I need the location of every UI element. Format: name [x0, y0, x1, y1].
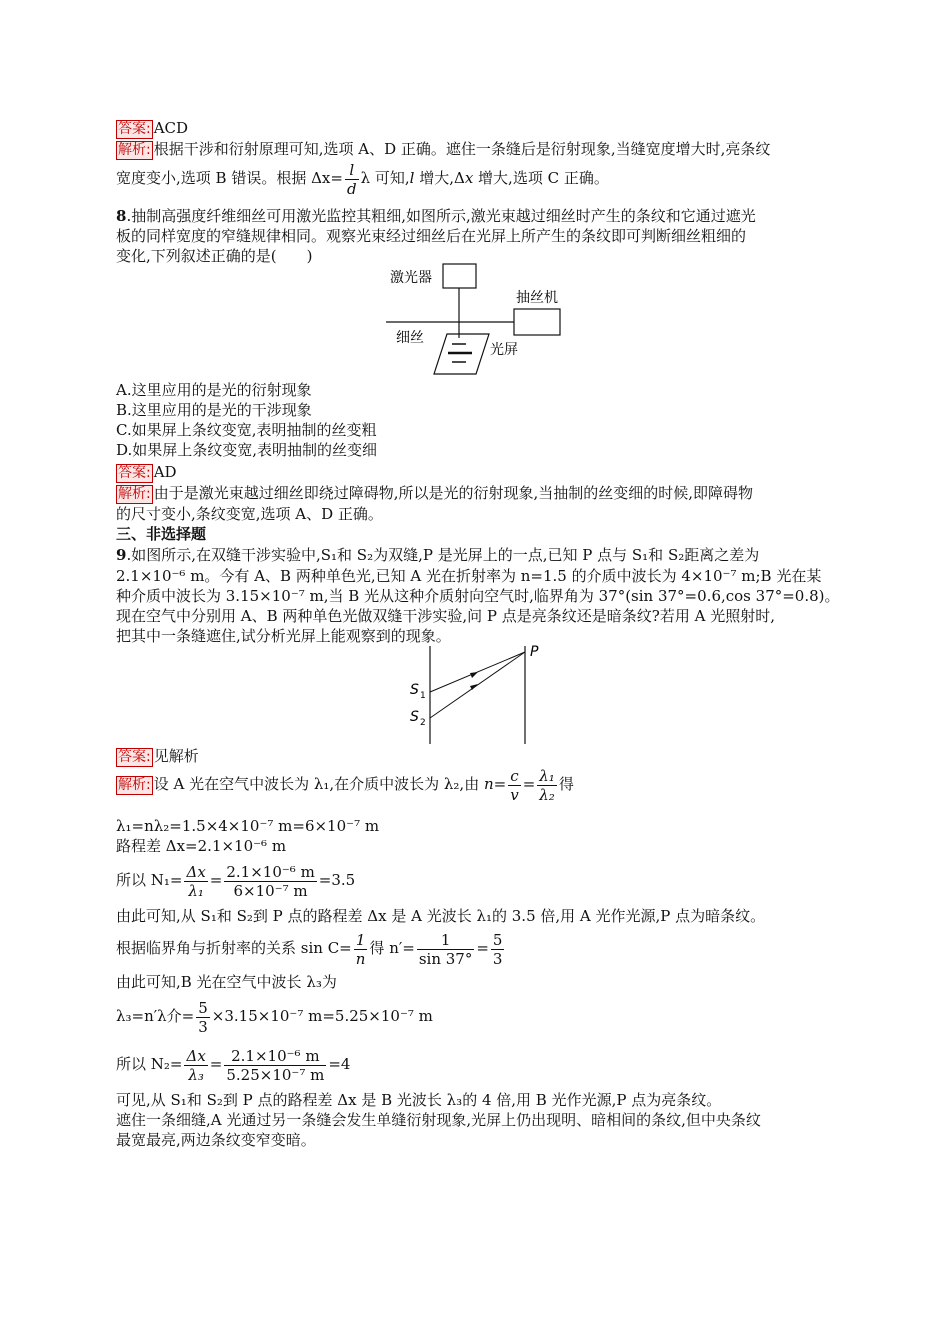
screen-label: 光屏: [490, 342, 518, 358]
q7-analysis-line-1: 解析: 根据干涉和衍射原理可知,选项 A、D 正确。遮住一条缝后是衍射现象,当缝宽度增大时,亮条纹: [118, 140, 771, 158]
q9-stem-line-1: 9.如图所示,在双缝干涉实验中,S₁和 S₂为双缝,P 是光屏上的一点,已知 P 点与 S₁和 S₂距离之差为: [116, 546, 760, 564]
q9-stem-line-3: 种介质中波长为 3.15×10⁻⁷ m,当 B 光从这种介质射向空气时,临界角为 37°(sin 37°=0.6,cos 37°=0.8)。: [116, 587, 840, 605]
analysis-tag: 解析:: [118, 486, 151, 502]
answer-tag: 答案:: [118, 749, 151, 765]
answer-tag: 答案:: [118, 121, 151, 137]
q9-stem-line-2: 2.1×10⁻⁶ m。今有 A、B 两种单色光,已知 A 光在折射率为 n=1.5 的介质中波长为 4×10⁻⁷ m;B 光在某: [116, 567, 822, 585]
q9-analysis-line-5: 由此可知,从 S₁和 S₂到 P 点的路程差 Δx 是 A 光波长 λ₁的 3.5 倍,用 A 光作光源,P 点为暗条纹。: [116, 907, 766, 925]
q9-analysis-line-6: 根据临界角与折射率的关系 sin C= $\frac{1}{n}$ 得 n′= $\frac{1}{\sin 37^\circ}$ = $\frac{5}{3}$: [116, 930, 503, 968]
svg-text:1: 1: [420, 691, 426, 701]
q8-option-b: B.这里应用的是光的干涉现象: [116, 401, 312, 419]
q9-analysis-line-8: λ₃=n′λ介= $\frac{5}{3}$ ×3.15×10⁻⁷ m=5.25×10⁻⁷ m: [116, 998, 433, 1036]
s2-label: S: [410, 709, 419, 725]
q9-answer-line: 答案: 见解析: [118, 747, 199, 765]
svg-text:2: 2: [420, 718, 426, 728]
q9-analysis-line-11: 遮住一条细缝,A 光通过另一条缝会发生单缝衍射现象,光屏上仍出现明、暗相间的条纹,但中央条纹: [116, 1111, 761, 1129]
q9-analysis-line-10: 可见,从 S₁和 S₂到 P 点的路程差 Δx 是 B 光波长 λ₃的 4 倍,用 B 光作光源,P 点为亮条纹。: [116, 1091, 722, 1109]
q8-analysis-line-1: 解析: 由于是激光束越过细丝即绕过障碍物,所以是光的衍射现象,当抽制的丝变细的时候,即障碍物: [118, 484, 754, 502]
q8-analysis-line-2: 的尺寸变小,条纹变宽,选项 A、D 正确。: [116, 505, 383, 523]
question-number: 9: [116, 546, 127, 564]
q8-option-c: C.如果屏上条纹变宽,表明抽制的丝变粗: [116, 421, 377, 439]
q7-answer: ACD: [153, 119, 189, 137]
q8-stem-line-2: 板的同样宽度的窄缝规律相同。观察光束经过细丝后在光屏上所产生的条纹即可判断细丝粗细的: [116, 227, 747, 245]
laser-label: 激光器: [390, 270, 432, 286]
q9-analysis-n2: 所以 N₂= $\frac{\Delta x}{\text{λ₃}}$ = $\frac{\text{2.1×10⁻⁶ m}}{\text{5.25×10⁻⁷ m}}$ =4: [116, 1046, 351, 1084]
puller-box: [514, 309, 560, 335]
s1-label: S: [410, 682, 419, 698]
question-number: 8: [116, 207, 127, 225]
q9-analysis-line-1: 解析: 设 A 光在空气中波长为 λ₁,在介质中波长为 λ₂,由 n= $\frac{c}{v}$ = $\frac{\text{λ₁}}{\text{λ₂}}$ 得: [118, 766, 574, 804]
formula-fraction: $\frac{l}{d}$: [346, 160, 357, 198]
ray-s1: [430, 652, 525, 692]
q9-stem-line-4: 现在空气中分别用 A、B 两种单色光做双缝干涉实验,问 P 点是亮条纹还是暗条纹?若用 A 光照射时,: [116, 607, 775, 625]
section-heading: 三、非选择题: [116, 525, 207, 543]
q8-option-d: D.如果屏上条纹变宽,表明抽制的丝变细: [116, 441, 378, 459]
q9-analysis-line-7: 由此可知,B 光在空气中波长 λ₃为: [116, 973, 337, 991]
double-slit-figure: [406, 642, 546, 746]
q8-stem-line-1: 8.抽制高强度纤维细丝可用激光监控其粗细,如图所示,激光束越过细丝时产生的条纹和它通过遮光: [116, 207, 756, 225]
wire-label: 细丝: [396, 330, 424, 346]
analysis-tag: 解析:: [118, 142, 151, 158]
q8-option-a: A.这里应用的是光的衍射现象: [116, 381, 312, 399]
q8-answer-line: 答案: AD: [118, 463, 177, 481]
laser-box: [443, 264, 476, 288]
point-p-label: P: [530, 644, 539, 660]
q9-analysis-line-12: 最宽最亮,两边条纹变窄变暗。: [116, 1131, 316, 1149]
q7-analysis-line-2: 宽度变小,选项 B 错误。根据 Δx= $\frac{l}{d}$ λ 可知,l 增大,Δx 增大,选项 C 正确。: [116, 160, 609, 198]
q8-stem-line-3: 变化,下列叙述正确的是( ): [116, 247, 313, 265]
q9-stem-line-5: 把其中一条缝遮住,试分析光屏上能观察到的现象。: [116, 627, 451, 645]
q7-answer-line: [116, 118, 188, 139]
puller-label: 抽丝机: [516, 290, 558, 306]
analysis-tag: 解析:: [118, 777, 151, 793]
q9-analysis-n1: 所以 N₁= $\frac{\Delta x}{\text{λ₁}}$ = $\frac{\text{2.1×10⁻⁶ m}}{\text{6×10⁻⁷ m}}$ =3.5: [116, 862, 356, 900]
laser-wire-figure: [386, 258, 586, 380]
answer-tag: 答案:: [118, 465, 151, 481]
ray-s2: [430, 652, 525, 718]
q9-analysis-line-3: 路程差 Δx=2.1×10⁻⁶ m: [116, 837, 287, 855]
q9-analysis-line-2: λ₁=nλ₂=1.5×4×10⁻⁷ m=6×10⁻⁷ m: [116, 817, 380, 835]
